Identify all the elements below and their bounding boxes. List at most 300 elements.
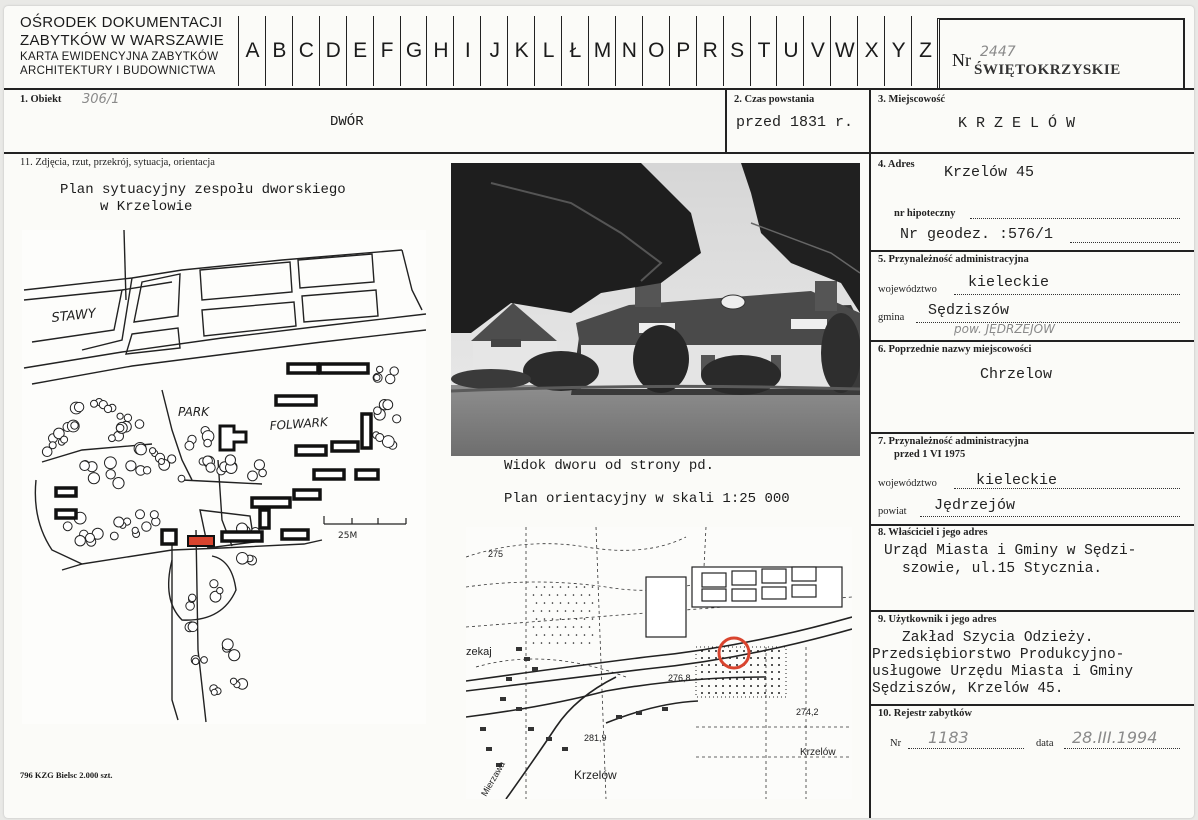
tree-symbol — [109, 435, 116, 442]
marsh-dot — [536, 602, 538, 604]
tree-symbol — [377, 366, 383, 372]
tree-symbol — [61, 436, 68, 443]
letter-index-20: U — [776, 16, 804, 86]
marsh-dot — [536, 618, 538, 620]
powiat-value: Jędrzejów — [934, 497, 1016, 514]
orchard-dot — [722, 678, 724, 680]
orchard-dot — [771, 685, 773, 687]
letter-index-7: H — [426, 16, 454, 86]
rejestr-nr-label: Nr — [890, 738, 902, 749]
tree-symbol — [188, 622, 198, 632]
marsh-dot — [549, 626, 551, 628]
map-building — [616, 715, 622, 719]
letter-index-14: N — [615, 16, 643, 86]
orchard-dot — [729, 657, 731, 659]
map-building — [500, 697, 506, 701]
tree-symbol — [80, 461, 90, 471]
orchard-dot — [715, 650, 717, 652]
marsh-dot — [576, 586, 578, 588]
marsh-dot — [581, 642, 583, 644]
adres-label: 4. Adres — [878, 159, 915, 170]
orchard-dot — [729, 678, 731, 680]
wojewodztwo75-line — [954, 488, 1180, 489]
orchard-dot — [729, 685, 731, 687]
plan-title-line-2: w Krzelowie — [100, 199, 193, 215]
marsh-dot — [581, 610, 583, 612]
tree-symbol — [135, 420, 144, 429]
orchard-dot — [757, 685, 759, 687]
tree-symbol — [74, 402, 83, 411]
adres-value: Krzelów 45 — [944, 164, 1035, 181]
orchard-dot — [750, 671, 752, 673]
orchard-dot — [778, 664, 780, 666]
tree-symbol — [178, 475, 185, 482]
orchard-dot — [771, 678, 773, 680]
rejestr-nr-line — [908, 748, 1024, 749]
wojewodztwo-label: województwo — [878, 284, 937, 295]
orchard-dot — [743, 671, 745, 673]
letter-index-5: F — [373, 16, 401, 86]
orchard-dot — [708, 664, 710, 666]
tree-symbol — [88, 473, 99, 484]
orchard-dot — [715, 664, 717, 666]
tree-symbol — [237, 553, 249, 565]
marsh-dot — [592, 602, 594, 604]
map-building — [532, 667, 538, 671]
orchard-dot — [764, 664, 766, 666]
marsh-dot — [584, 618, 586, 620]
tree-symbol — [374, 374, 380, 380]
marsh-dot — [533, 594, 535, 596]
orchard-dot — [750, 657, 752, 659]
marsh-dot — [592, 634, 594, 636]
letter-index-12: Ł — [561, 16, 589, 86]
marsh-dot — [573, 626, 575, 628]
map-building — [524, 657, 530, 661]
marsh-dot — [568, 618, 570, 620]
institution-line-4: ARCHITEKTURY I BUDOWNICTWA — [20, 65, 216, 77]
orchard-dot — [764, 671, 766, 673]
institution-block — [20, 14, 230, 78]
orchard-dot — [771, 671, 773, 673]
orchard-dot — [701, 657, 703, 659]
przynaleznosc75-label: 7. Przynależność administracyjna — [878, 436, 1029, 447]
orchard-dot — [778, 650, 780, 652]
orchard-dot — [701, 685, 703, 687]
poprzednie-value: Chrzelow — [980, 366, 1053, 383]
orchard-dot — [757, 650, 759, 652]
orchard-dot — [771, 650, 773, 652]
marsh-dot — [584, 602, 586, 604]
divider — [725, 88, 727, 154]
rejestr-data-handwritten: 28.III.1994 — [1072, 728, 1158, 747]
letter-index-21: V — [803, 16, 831, 86]
marsh-dot — [565, 594, 567, 596]
orchard-dot — [736, 685, 738, 687]
marsh-dot — [549, 594, 551, 596]
label-stawy: STAWY — [50, 306, 97, 326]
orchard-dot — [708, 692, 710, 694]
map-building — [662, 707, 668, 711]
marsh-dot — [552, 586, 554, 588]
tree-symbol — [132, 527, 138, 533]
orchard-dot — [764, 657, 766, 659]
orchard-dot — [722, 657, 724, 659]
wojewodztwo-line — [954, 294, 1180, 295]
tree-symbol — [91, 400, 98, 407]
marsh-dot — [541, 594, 543, 596]
tree-symbol — [225, 455, 235, 465]
tree-symbol — [114, 517, 124, 527]
tree-symbol — [204, 439, 212, 447]
miejscowosc-value: KRZELÓW — [958, 115, 1085, 132]
orchard-dot — [708, 671, 710, 673]
orchard-dot — [715, 678, 717, 680]
obiekt-label: 1. Obiekt — [20, 94, 62, 105]
tree-symbol — [113, 478, 124, 489]
site-plan-drawing — [22, 230, 426, 724]
tree-symbol — [106, 470, 115, 479]
rejestr-nr-handwritten: 1183 — [928, 728, 969, 747]
letter-index-17: R — [696, 16, 724, 86]
marsh-dot — [581, 626, 583, 628]
letter-index-15: O — [642, 16, 670, 86]
tree-symbol — [86, 533, 95, 542]
marsh-dot — [536, 634, 538, 636]
miejscowosc-label: 3. Miejscowość — [878, 94, 946, 105]
marsh-dot — [557, 626, 559, 628]
divider — [4, 152, 1194, 154]
orchard-dot — [722, 671, 724, 673]
wojewodztwo-value: kieleckie — [968, 274, 1050, 291]
map-label-3: 276,8 — [668, 673, 691, 683]
orchard-dot — [778, 678, 780, 680]
zdjecia-label: 11. Zdjęcia, rzut, przekrój, sytuacja, orientacja — [20, 157, 215, 168]
institution-line-3: KARTA EWIDENCYJNA ZABYTKÓW — [20, 51, 219, 63]
marsh-dot — [573, 594, 575, 596]
divider — [869, 250, 1194, 252]
letter-index-4: E — [346, 16, 374, 86]
wlasciciel-line-2: szowie, ul.15 Stycznia. — [902, 561, 1103, 577]
tree-symbol — [192, 658, 199, 665]
orchard-dot — [729, 671, 731, 673]
uzytkownik-value — [872, 630, 1133, 698]
marsh-dot — [560, 602, 562, 604]
orchard-dot — [701, 671, 703, 673]
letter-index-11: L — [534, 16, 562, 86]
marsh-dot — [576, 634, 578, 636]
tree-symbol — [116, 424, 124, 432]
tree-symbol — [150, 511, 158, 519]
marsh-dot — [573, 642, 575, 644]
map-building — [528, 727, 534, 731]
letter-index-3: D — [319, 16, 347, 86]
marsh-dot — [544, 602, 546, 604]
marsh-dot — [560, 586, 562, 588]
tree-symbol — [254, 460, 264, 470]
uzytkownik-line-1: Zakład Szycia Odzieży. — [902, 630, 1094, 646]
map-building — [546, 737, 552, 741]
tree-symbol — [211, 689, 217, 695]
map-label-6: Krzelów — [800, 747, 836, 758]
scale-label: 25M — [338, 531, 358, 541]
orchard-dot — [715, 671, 717, 673]
orchard-dot — [701, 664, 703, 666]
tree-symbol — [110, 532, 118, 540]
rejestr-label: 10. Rejestr zabytków — [878, 708, 972, 719]
marsh-dot — [544, 634, 546, 636]
orchard-dot — [750, 692, 752, 694]
map-building — [486, 747, 492, 751]
orchard-dot — [764, 685, 766, 687]
marsh-dot — [573, 610, 575, 612]
tree-symbol — [159, 459, 165, 465]
letter-index-24: Y — [884, 16, 912, 86]
geodez-line — [1070, 242, 1180, 243]
orchard-dot — [771, 664, 773, 666]
orchard-dot — [729, 650, 731, 652]
orchard-dot — [736, 692, 738, 694]
map-building — [516, 647, 522, 651]
marsh-dot — [565, 610, 567, 612]
map-building — [516, 707, 522, 711]
orchard-dot — [743, 685, 745, 687]
marsh-dot — [560, 618, 562, 620]
letter-index-18: S — [723, 16, 751, 86]
orchard-dot — [729, 692, 731, 694]
institution-line-2: ZABYTKÓW W WARSZAWIE — [20, 32, 225, 49]
tree-symbol — [71, 422, 78, 429]
map-label-4: 274,2 — [796, 707, 819, 717]
marsh-dot — [565, 626, 567, 628]
map-label-1: 275 — [488, 549, 504, 559]
map-title: Plan orientacyjny w skali 1:25 000 — [504, 491, 790, 507]
orchard-dot — [708, 657, 710, 659]
marsh-dot — [533, 642, 535, 644]
czas-label: 2. Czas powstania — [734, 94, 815, 105]
orchard-dot — [708, 678, 710, 680]
marsh-dot — [565, 642, 567, 644]
region-stamp: ŚWIĘTOKRZYSKIE — [974, 62, 1121, 78]
marsh-dot — [568, 634, 570, 636]
divider — [869, 704, 1194, 706]
wlasciciel-line-1: Urząd Miasta i Gminy w Sędzi- — [884, 543, 1137, 559]
orchard-dot — [736, 650, 738, 652]
marsh-dot — [589, 610, 591, 612]
marsh-dot — [592, 618, 594, 620]
letter-index-23: X — [857, 16, 885, 86]
marsh-dot — [552, 602, 554, 604]
czas-value: przed 1831 r. — [736, 114, 854, 131]
obiekt-value: DWÓR — [330, 114, 364, 130]
marsh-dot — [552, 618, 554, 620]
orchard-dot — [722, 650, 724, 652]
orchard-dot — [750, 685, 752, 687]
orchard-dot — [778, 657, 780, 659]
letter-index-19: T — [750, 16, 778, 86]
letter-index-1: B — [265, 16, 293, 86]
tree-symbol — [229, 650, 240, 661]
orchard-dot — [736, 678, 738, 680]
divider — [4, 88, 1194, 90]
divider — [869, 88, 871, 818]
orchard-dot — [743, 678, 745, 680]
tree-symbol — [136, 444, 147, 455]
marsh-dot — [589, 594, 591, 596]
tree-symbol — [222, 639, 233, 650]
tree-symbol — [186, 602, 195, 611]
obiekt-handwritten: 306/1 — [82, 92, 120, 107]
nr-label: Nr — [952, 50, 971, 70]
tree-symbol — [376, 434, 384, 442]
tree-symbol — [206, 463, 215, 472]
orientation-map — [466, 527, 852, 799]
orchard-dot — [715, 692, 717, 694]
wlasciciel-label: 8. Właściciel i jego adres — [878, 527, 988, 538]
map-building — [636, 711, 642, 715]
wojewodztwo75-value: kieleckie — [976, 472, 1058, 489]
tree-symbol — [124, 414, 131, 421]
marsh-dot — [589, 642, 591, 644]
letter-index-2: C — [292, 16, 320, 86]
przed75-label: przed 1 VI 1975 — [894, 449, 966, 460]
marsh-dot — [557, 642, 559, 644]
tree-symbol — [230, 678, 236, 684]
marsh-dot — [592, 586, 594, 588]
orchard-dot — [750, 664, 752, 666]
powiat-line — [920, 516, 1180, 517]
uzytkownik-line-4: Sędziszów, Krzelów 45. — [872, 681, 1064, 697]
orchard-dot — [771, 692, 773, 694]
gmina-value: Sędziszów — [928, 302, 1010, 319]
marsh-dot — [549, 610, 551, 612]
orchard-dot — [701, 678, 703, 680]
nr-box — [937, 18, 1185, 90]
plan-title-line-1: Plan sytuacyjny zespołu dworskiego — [60, 182, 346, 198]
plan-title — [60, 182, 346, 216]
orchard-dot — [722, 692, 724, 694]
orchard-dot — [757, 692, 759, 694]
tree-symbol — [189, 594, 196, 601]
orchard-dot — [757, 678, 759, 680]
label-park: PARK — [178, 405, 210, 419]
orchard-dot — [736, 657, 738, 659]
marsh-dot — [581, 594, 583, 596]
marsh-dot — [557, 610, 559, 612]
marsh-dot — [557, 594, 559, 596]
hipoteczny-label: nr hipoteczny — [894, 208, 956, 219]
photo-caption: Widok dworu od strony pd. — [504, 458, 715, 474]
print-info: 796 KZG Bielsc 2.000 szt. — [20, 770, 113, 780]
tree-symbol — [136, 510, 145, 519]
orchard-dot — [757, 657, 759, 659]
tree-symbol — [185, 441, 194, 450]
letter-index-16: P — [669, 16, 697, 86]
marsh-dot — [576, 602, 578, 604]
marsh-dot — [549, 642, 551, 644]
geodez-value: Nr geodez. :576/1 — [900, 226, 1054, 243]
orchard-dot — [750, 678, 752, 680]
institution-line-1: OŚRODEK DOKUMENTACJI — [20, 14, 223, 31]
uzytkownik-line-2: Przedsiębiorstwo Produkcyjno- — [872, 647, 1125, 663]
orchard-dot — [715, 657, 717, 659]
letter-index-25: Z — [911, 16, 939, 86]
map-label-7: Krzelów — [574, 768, 617, 782]
map-building — [480, 727, 486, 731]
divider — [869, 524, 1194, 526]
uzytkownik-label: 9. Użytkownik i jego adres — [878, 614, 997, 625]
orchard-dot — [757, 671, 759, 673]
marsh-dot — [536, 586, 538, 588]
marsh-dot — [541, 642, 543, 644]
orchard-dot — [736, 664, 738, 666]
tree-symbol — [248, 471, 258, 481]
wlasciciel-value — [884, 542, 1136, 578]
marsh-dot — [568, 586, 570, 588]
marsh-dot — [544, 618, 546, 620]
manor-photo — [451, 163, 860, 456]
tree-symbol — [383, 400, 393, 410]
tree-symbol — [117, 413, 123, 419]
orchard-dot — [764, 650, 766, 652]
orchard-dot — [757, 664, 759, 666]
letter-index-6: G — [400, 16, 428, 86]
marsh-dot — [541, 626, 543, 628]
letter-index-13: M — [588, 16, 616, 86]
tree-symbol — [217, 587, 223, 593]
orchard-dot — [708, 650, 710, 652]
marsh-dot — [584, 634, 586, 636]
orchard-dot — [701, 692, 703, 694]
tree-symbol — [210, 580, 218, 588]
marsh-dot — [584, 586, 586, 588]
tree-symbol — [201, 657, 208, 664]
tree-symbol — [393, 415, 401, 423]
marsh-dot — [589, 626, 591, 628]
divider — [869, 340, 1194, 342]
orchard-dot — [708, 685, 710, 687]
orchard-dot — [764, 692, 766, 694]
gmina-handwritten: pow. JĘDRZEJÓW — [954, 322, 1055, 336]
rejestr-data-label: data — [1036, 738, 1054, 749]
hipoteczny-line — [970, 218, 1180, 219]
orchard-dot — [771, 657, 773, 659]
map-label-2: zekaj — [466, 646, 492, 658]
orchard-dot — [778, 692, 780, 694]
marsh-dot — [544, 586, 546, 588]
orchard-dot — [743, 657, 745, 659]
tree-symbol — [105, 457, 117, 469]
orchard-dot — [743, 692, 745, 694]
map-building — [562, 747, 568, 751]
marsh-dot — [576, 618, 578, 620]
marsh-dot — [568, 602, 570, 604]
marsh-dot — [552, 634, 554, 636]
tree-symbol — [49, 442, 56, 449]
letter-index-22: W — [830, 16, 858, 86]
tree-symbol — [390, 367, 398, 375]
tree-symbol — [143, 467, 150, 474]
orchard-dot — [778, 685, 780, 687]
gmina-label: gmina — [878, 312, 905, 323]
marsh-dot — [541, 610, 543, 612]
tree-symbol — [126, 461, 136, 471]
wojewodztwo75-label: województwo — [878, 478, 937, 489]
powiat-label: powiat — [878, 506, 907, 517]
marsh-dot — [533, 610, 535, 612]
tree-symbol — [104, 405, 111, 412]
letter-index-10: K — [507, 16, 535, 86]
